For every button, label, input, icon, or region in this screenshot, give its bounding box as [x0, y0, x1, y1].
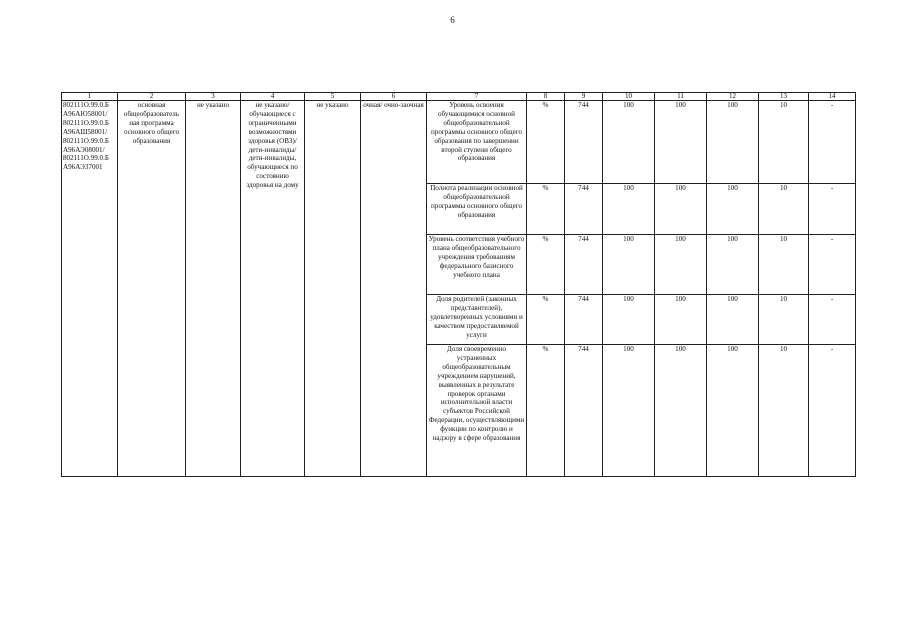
registry-code-cell: 802111О.99.0.Б А96АЮ58001/ 802111О.99.0.Б А96АШ58001/ 802111О.99.0.Б А96АЭ08001/ 802111О.99.0.Б А96АЭ37001 [62, 101, 118, 477]
standard-cell: не указано [186, 101, 241, 477]
value-cell: 100 [655, 184, 707, 235]
note-cell: - [809, 235, 856, 295]
location-cell: не указано [305, 101, 361, 477]
okei-code-cell: 744 [565, 184, 603, 235]
column-header: 12 [707, 93, 759, 101]
column-header: 13 [759, 93, 809, 101]
unit-cell: % [527, 345, 565, 477]
column-header: 7 [427, 93, 527, 101]
program-cell: основная общеобразователь ная программа основного общего образования [118, 101, 186, 477]
deviation-cell: 10 [759, 295, 809, 345]
value-cell: 100 [655, 295, 707, 345]
unit-cell: % [527, 184, 565, 235]
student-category-cell: не указано/ обучающиеся с ограниченными возможностями здоровья (ОВЗ)/ дети-инвалиды/ дети-инвалиды, обучающиеся по состоянию здоровья на дому [241, 101, 305, 477]
value-cell: 100 [707, 184, 759, 235]
indicator-name-cell: Доля родителей (законных представителей), удовлетворенных условиями и качеством предоставляемой услуги [427, 295, 527, 345]
indicator-name-cell: Полнота реализации основной общеобразовательной программы основного общего образования [427, 184, 527, 235]
column-header: 2 [118, 93, 186, 101]
deviation-cell: 10 [759, 184, 809, 235]
column-header: 4 [241, 93, 305, 101]
value-cell: 100 [655, 101, 707, 184]
value-cell: 100 [603, 184, 655, 235]
column-header: 11 [655, 93, 707, 101]
okei-code-cell: 744 [565, 345, 603, 477]
column-number-row [62, 93, 856, 101]
page-number: 6 [450, 15, 455, 25]
table-row [62, 101, 856, 184]
value-cell: 100 [707, 101, 759, 184]
deviation-cell: 10 [759, 235, 809, 295]
column-header: 14 [809, 93, 856, 101]
value-cell: 100 [603, 345, 655, 477]
study-form-cell: очная/ очно-заочная [361, 101, 427, 477]
value-cell: 100 [603, 101, 655, 184]
column-header: 8 [527, 93, 565, 101]
unit-cell: % [527, 101, 565, 184]
value-cell: 100 [707, 295, 759, 345]
note-cell: - [809, 345, 856, 477]
column-header: 9 [565, 93, 603, 101]
deviation-cell: 10 [759, 101, 809, 184]
value-cell: 100 [707, 235, 759, 295]
column-header: 3 [186, 93, 241, 101]
note-cell: - [809, 101, 856, 184]
deviation-cell: 10 [759, 345, 809, 477]
value-cell: 100 [655, 235, 707, 295]
column-header: 10 [603, 93, 655, 101]
unit-cell: % [527, 235, 565, 295]
indicator-name-cell: Уровень соответствия учебного плана общеобразовательного учреждения требованиям федерального базисного учебного плана [427, 235, 527, 295]
unit-cell: % [527, 295, 565, 345]
indicator-name-cell: Доля своевременно устраненных общеобразовательным учреждением нарушений, выявленных в результате проверок органами исполнительной власти субъектов Российской Федерации, осуществляющими функции по контролю и надзору в сфере образования [427, 345, 527, 477]
value-cell: 100 [707, 345, 759, 477]
okei-code-cell: 744 [565, 235, 603, 295]
value-cell: 100 [603, 295, 655, 345]
indicator-name-cell: Уровень освоения обучающимися основной общеобразовательной программы основного общего образования по завершении второй ступени общего образования [427, 101, 527, 184]
note-cell: - [809, 184, 856, 235]
column-header: 6 [361, 93, 427, 101]
note-cell: - [809, 295, 856, 345]
service-quality-table [61, 92, 856, 477]
okei-code-cell: 744 [565, 295, 603, 345]
value-cell: 100 [603, 235, 655, 295]
column-header: 1 [62, 93, 118, 101]
value-cell: 100 [655, 345, 707, 477]
column-header: 5 [305, 93, 361, 101]
okei-code-cell: 744 [565, 101, 603, 184]
